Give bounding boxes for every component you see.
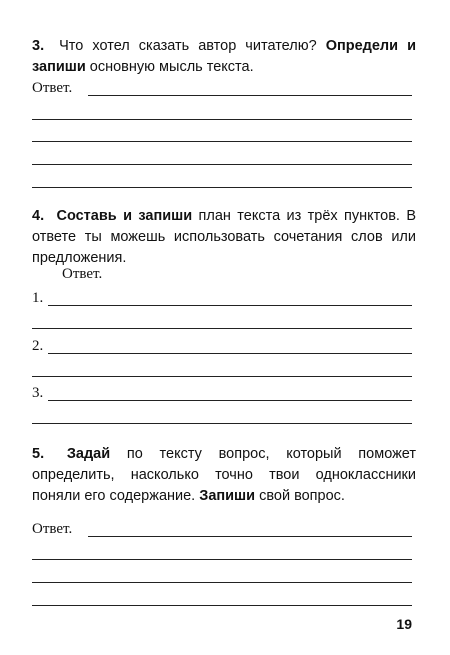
task-4-prompt (32, 206, 416, 269)
answer-line[interactable] (32, 187, 412, 188)
answer-line[interactable] (88, 536, 412, 537)
answer-line[interactable] (32, 328, 412, 329)
task-5-prompt (32, 444, 416, 507)
task-text: свой вопрос. (259, 488, 345, 504)
answer-line[interactable] (88, 95, 412, 96)
answer-line[interactable] (48, 353, 412, 354)
task-instruction: Запиши (199, 488, 256, 504)
answer-line[interactable] (32, 141, 412, 142)
answer-line[interactable] (48, 400, 412, 401)
task-text: план текста из трёх пунктов. В ответе ты можешь использовать сочетания слов или предложения. (32, 208, 417, 266)
answer-label: Ответ. (32, 521, 73, 537)
task-instruction: Составь и запиши (56, 208, 193, 224)
plan-item-number: 3. (32, 385, 44, 401)
task-number: 3. (32, 38, 45, 54)
answer-line[interactable] (32, 605, 412, 606)
task-text: основную мысль текста. (89, 59, 254, 75)
task-3-prompt (32, 36, 416, 78)
plan-item-number: 2. (32, 338, 44, 354)
answer-line[interactable] (48, 305, 412, 306)
answer-line[interactable] (32, 559, 412, 560)
task-text: по тексту вопрос, который поможет определить, насколько точно твои одноклассники поняли его содержание. (32, 446, 417, 504)
plan-item-number: 1. (32, 290, 44, 306)
task-text: Что хотел сказать автор читателю? (59, 38, 317, 54)
answer-line[interactable] (32, 582, 412, 583)
task-number: 5. (32, 446, 45, 462)
task-instruction: Определи и запиши (32, 38, 417, 75)
task-number: 4. (32, 208, 45, 224)
page-number: 19 (396, 616, 412, 632)
task-instruction: Задай (66, 446, 111, 462)
answer-line[interactable] (32, 164, 412, 165)
answer-line[interactable] (32, 423, 412, 424)
answer-label: Ответ. (62, 266, 103, 282)
answer-line[interactable] (32, 376, 412, 377)
answer-line[interactable] (32, 119, 412, 120)
answer-label: Ответ. (32, 80, 73, 96)
